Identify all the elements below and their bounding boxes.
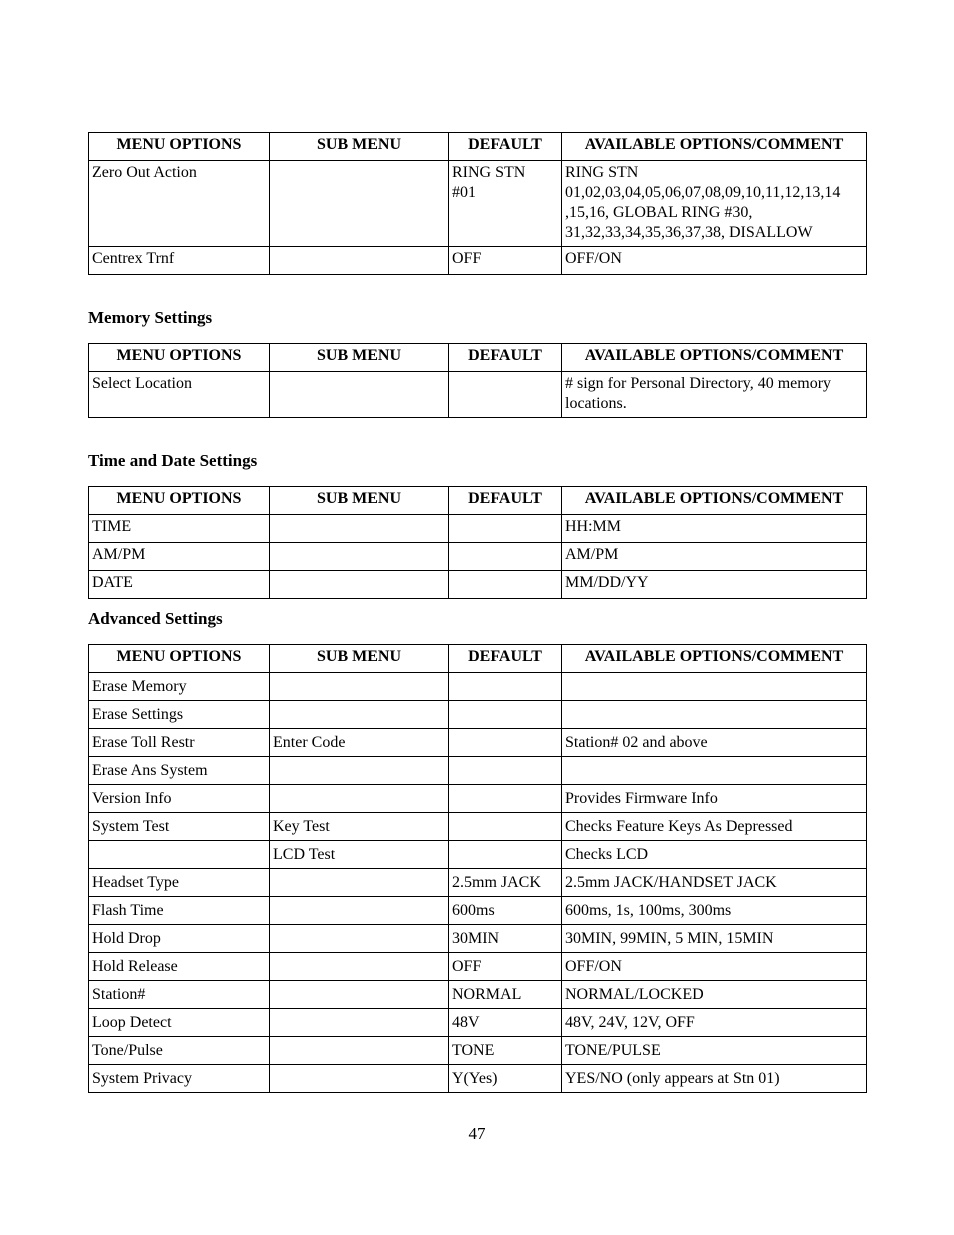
available-options-cell: RING STN 01,02,03,04,05,06,07,08,09,10,11,12,13,14 ,15,16, GLOBAL RING #30, 31,32,33,34,35,36,37,38, DISALLOW [562,161,867,247]
header-sub-menu: SUB MENU [270,487,449,515]
available-options-cell: YES/NO (only appears at Stn 01) [562,1065,867,1093]
memory-settings-heading: Memory Settings [88,308,213,327]
default-cell: 30MIN [449,925,562,953]
available-options-cell: 2.5mm JACK/HANDSET JACK [562,869,867,897]
sub-menu-cell [270,953,449,981]
menu-option-cell: Select Location [89,372,270,418]
table-row [89,813,867,841]
menu-option-cell: Erase Settings [89,701,270,729]
default-cell [449,571,562,599]
default-cell [449,729,562,757]
default-cell: OFF [449,247,562,275]
available-options-cell: MM/DD/YY [562,571,867,599]
header-default: DEFAULT [449,645,562,673]
header-available-options: AVAILABLE OPTIONS/COMMENT [562,487,867,515]
table-row [89,161,867,247]
menu-option-cell: System Test [89,813,270,841]
sub-menu-cell [270,673,449,701]
table-header-row [89,133,867,161]
sub-menu-cell: Enter Code [270,729,449,757]
default-cell [449,785,562,813]
header-menu-options: MENU OPTIONS [89,487,270,515]
menu-option-cell: Tone/Pulse [89,1037,270,1065]
advanced-settings-heading: Advanced Settings [88,609,223,628]
default-cell [449,813,562,841]
table-row [89,673,867,701]
available-options-cell: 600ms, 1s, 100ms, 300ms [562,897,867,925]
sub-menu-cell [270,981,449,1009]
header-menu-options: MENU OPTIONS [89,645,270,673]
default-cell [449,515,562,543]
header-sub-menu: SUB MENU [270,344,449,372]
header-sub-menu: SUB MENU [270,133,449,161]
menu-option-cell: Zero Out Action [89,161,270,247]
sub-menu-cell [270,1009,449,1037]
zero-out-table [88,132,867,275]
default-cell [449,372,562,418]
default-cell: 2.5mm JACK [449,869,562,897]
table-row [89,543,867,571]
available-options-cell: # sign for Personal Directory, 40 memory locations. [562,372,867,418]
default-cell [449,673,562,701]
header-available-options: AVAILABLE OPTIONS/COMMENT [562,344,867,372]
table-row [89,571,867,599]
menu-option-cell: DATE [89,571,270,599]
menu-option-cell: Hold Release [89,953,270,981]
table-row [89,757,867,785]
table-row [89,897,867,925]
header-default: DEFAULT [449,344,562,372]
table-row [89,953,867,981]
header-default: DEFAULT [449,487,562,515]
menu-option-cell: Version Info [89,785,270,813]
sub-menu-cell [270,785,449,813]
available-options-cell [562,757,867,785]
available-options-cell [562,701,867,729]
menu-option-cell: Loop Detect [89,1009,270,1037]
default-cell [449,701,562,729]
menu-option-cell: TIME [89,515,270,543]
page-number: 47 [468,1124,486,1143]
menu-option-cell: Station# [89,981,270,1009]
sub-menu-cell [270,161,449,247]
sub-menu-cell [270,515,449,543]
default-cell [449,757,562,785]
menu-option-cell: Erase Toll Restr [89,729,270,757]
time-date-settings-heading: Time and Date Settings [88,451,258,470]
available-options-cell [562,673,867,701]
default-cell: NORMAL [449,981,562,1009]
available-options-cell: 48V, 24V, 12V, OFF [562,1009,867,1037]
sub-menu-cell: LCD Test [270,841,449,869]
available-options-cell: Provides Firmware Info [562,785,867,813]
table-header-row [89,487,867,515]
sub-menu-cell [270,571,449,599]
sub-menu-cell [270,1065,449,1093]
default-cell: 600ms [449,897,562,925]
table-row [89,701,867,729]
default-cell: OFF [449,953,562,981]
menu-option-cell [89,841,270,869]
memory-settings-table [88,343,867,418]
available-options-cell: Station# 02 and above [562,729,867,757]
menu-option-cell: Headset Type [89,869,270,897]
sub-menu-cell [270,701,449,729]
advanced-settings-table [88,644,867,1093]
sub-menu-cell [270,757,449,785]
table-row [89,1037,867,1065]
available-options-cell: HH:MM [562,515,867,543]
available-options-cell: AM/PM [562,543,867,571]
sub-menu-cell [270,897,449,925]
header-available-options: AVAILABLE OPTIONS/COMMENT [562,645,867,673]
table-row [89,372,867,418]
menu-option-cell: System Privacy [89,1065,270,1093]
available-options-cell: NORMAL/LOCKED [562,981,867,1009]
available-options-cell: Checks Feature Keys As Depressed [562,813,867,841]
header-menu-options: MENU OPTIONS [89,344,270,372]
sub-menu-cell [270,247,449,275]
default-cell: RING STN #01 [449,161,562,247]
sub-menu-cell [270,1037,449,1065]
header-sub-menu: SUB MENU [270,645,449,673]
table-row [89,785,867,813]
menu-option-cell: Hold Drop [89,925,270,953]
table-row [89,841,867,869]
table-row [89,515,867,543]
menu-option-cell: Flash Time [89,897,270,925]
menu-option-cell: Erase Memory [89,673,270,701]
table-row [89,729,867,757]
menu-option-cell: AM/PM [89,543,270,571]
header-available-options: AVAILABLE OPTIONS/COMMENT [562,133,867,161]
menu-option-cell: Centrex Trnf [89,247,270,275]
table-header-row [89,645,867,673]
header-menu-options: MENU OPTIONS [89,133,270,161]
header-default: DEFAULT [449,133,562,161]
sub-menu-cell [270,543,449,571]
available-options-cell: 30MIN, 99MIN, 5 MIN, 15MIN [562,925,867,953]
table-row [89,1009,867,1037]
default-cell: Y(Yes) [449,1065,562,1093]
available-options-cell: OFF/ON [562,247,867,275]
menu-option-cell: Erase Ans System [89,757,270,785]
table-row [89,925,867,953]
table-row [89,247,867,275]
default-cell: 48V [449,1009,562,1037]
default-cell [449,543,562,571]
default-cell [449,841,562,869]
table-row [89,869,867,897]
table-header-row [89,344,867,372]
available-options-cell: OFF/ON [562,953,867,981]
sub-menu-cell [270,869,449,897]
table-row [89,981,867,1009]
sub-menu-cell: Key Test [270,813,449,841]
available-options-cell: Checks LCD [562,841,867,869]
sub-menu-cell [270,925,449,953]
default-cell: TONE [449,1037,562,1065]
table-row [89,1065,867,1093]
time-date-settings-table [88,486,867,599]
sub-menu-cell [270,372,449,418]
available-options-cell: TONE/PULSE [562,1037,867,1065]
